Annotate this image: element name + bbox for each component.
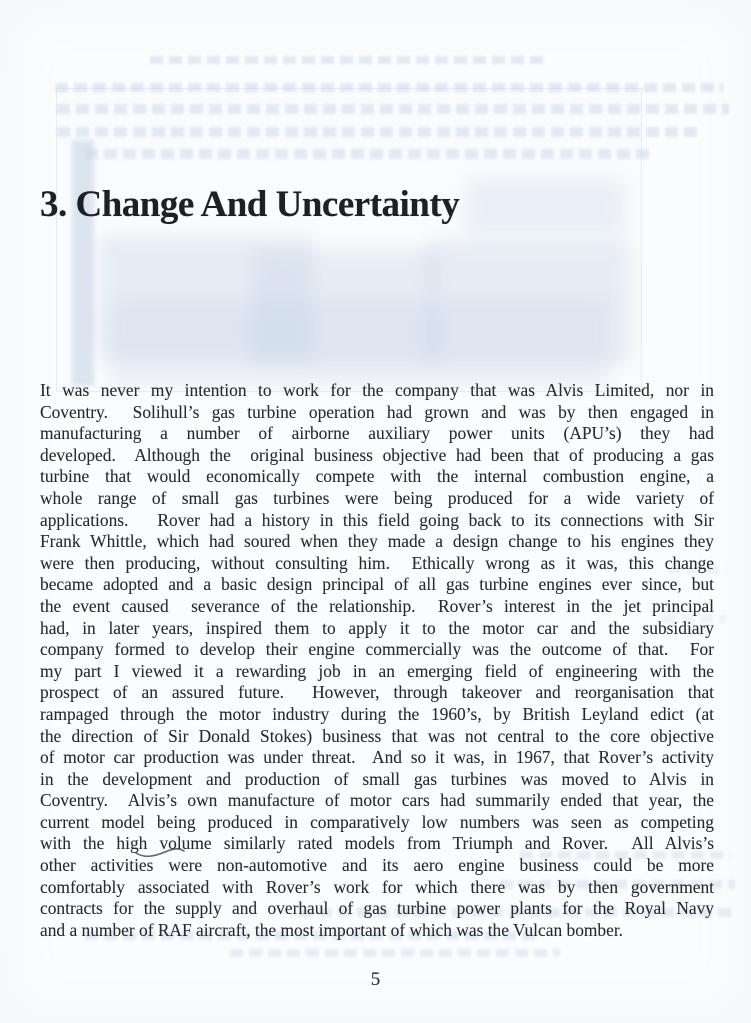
paragraph-line: other activities were non-automotive and its aero engine business could be more — [40, 855, 714, 876]
paragraph-line: Frank Whittle, which had soured when they made a design change to his engines they — [40, 531, 714, 552]
paragraph-line: Coventry. Solihull’s gas turbine operation had grown and was by then engaged in — [40, 401, 714, 422]
paragraph-line: comfortably associated with Rover’s work for which there was by then government — [40, 876, 714, 897]
paragraph-line: manufacturing a number of airborne auxiliary power units (APU’s) they had — [40, 423, 714, 444]
paragraph-line: became adopted and a basic design principal of all gas turbine engines ever since, but — [40, 574, 714, 595]
chapter-heading: 3. Change And Uncertainty — [40, 184, 460, 225]
paragraph-line: whole range of small gas turbines were being produced for a wide variety of — [40, 487, 714, 508]
bleedthrough-photo-strip — [72, 140, 94, 386]
paragraph-line: Coventry. Alvis’s own manufacture of motor cars had summarily ended that year, the — [40, 790, 714, 811]
paragraph-line: rampaged through the motor industry during the 1960’s, by British Leyland edict (at — [40, 703, 714, 724]
paragraph-line: applications. Rover had a history in this field going back to its connections with Sir — [40, 509, 714, 530]
page-number: 5 — [370, 969, 381, 990]
paragraph-line: with the high volume similarly rated models from Triumph and Rover. All Alvis’s — [40, 833, 714, 854]
paragraph-line: of motor car production was under threat. And so it was, in 1967, that Rover’s activity — [40, 747, 714, 768]
paragraph-line: were then producing, without consulting him. Ethically wrong as it was, this change — [40, 552, 714, 573]
pen-mark — [134, 845, 186, 859]
bleedthrough-text-row — [150, 56, 545, 64]
paragraph-line: turbine that would economically compete with the internal combustion engine, a — [40, 466, 714, 487]
paragraph-line: in the development and production of small gas turbines was moved to Alvis in — [40, 768, 714, 789]
paragraph-line: current model being produced in comparatively low numbers was seen as competing — [40, 811, 714, 832]
bleedthrough-photo-blob — [465, 178, 625, 236]
bleedthrough-photo-blob — [110, 300, 610, 385]
paragraph-line: the event caused severance of the relationship. Rover’s interest in the jet principal — [40, 595, 714, 616]
paragraph-line: prospect of an assured future. However, through takeover and reorganisation that — [40, 682, 714, 703]
bleedthrough-text-row — [230, 949, 560, 957]
paragraph-line: and a number of RAF aircraft, the most important of which was the Vulcan bomber. — [40, 919, 624, 940]
paragraph-line: company formed to develop their engine commercially was the outcome of that. For — [40, 639, 714, 660]
paragraph-line: the direction of Sir Donald Stokes) business that was not central to the core objective — [40, 725, 714, 746]
paragraph-line: my part I viewed it a rewarding job in an emerging field of engineering with the — [40, 660, 714, 681]
paragraph-line: had, in later years, inspired them to apply it to the motor car and the subsidiary — [40, 617, 714, 638]
paragraph-line: It was never my intention to work for the company that was Alvis Limited, nor in — [40, 380, 714, 400]
paragraph-line: contracts for the supply and overhaul of gas turbine power plants for the Royal Navy — [40, 898, 714, 919]
paragraph-line: developed. Although the original business objective had been that of producing a gas — [40, 444, 714, 465]
